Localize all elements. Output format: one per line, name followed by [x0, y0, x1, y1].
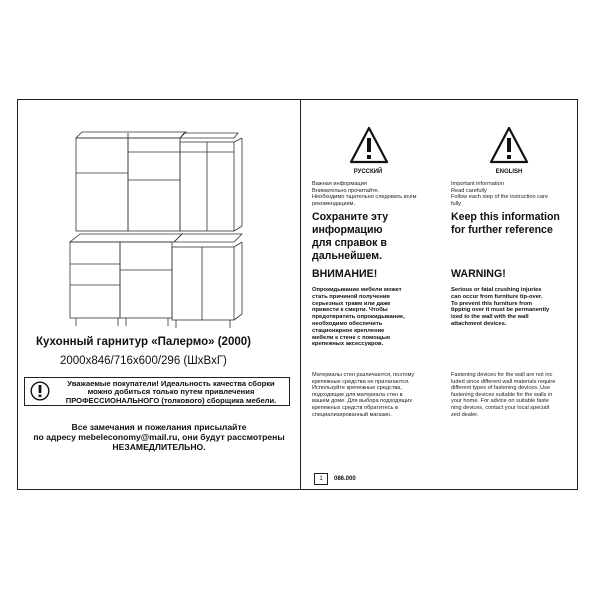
warning-icon-english [489, 126, 529, 166]
warning-icon-russian [349, 126, 389, 166]
notice-text: Уважаемые покупатели! Идеальность качества сборки можно добиться только путем привлечения ПРОФЕССИОНАЛЬНОГО (толкового) сборщика мебели. [65, 379, 277, 405]
page-number: 1 [314, 473, 328, 485]
contact-info: Все замечания и пожелания присылайте по адресу mebeleconomy@mail.ru, они будут рассмотрены НЕЗАМЕДЛИТЕЛЬНО. [33, 422, 285, 452]
intro-russian: Важная информация Внимательно прочитайте. Необходимо тщательно следовать всем рекомендациям. [312, 181, 417, 207]
warning-text-english: Serious or fatal crushing injuries can occur from furniture tip-over. To prevent this furniture from tipping over it must be permanently ixed to the wall with the wall attachment devices. [451, 287, 550, 327]
fold-line [300, 99, 301, 490]
assembly-notice [24, 377, 290, 406]
document-code: 086.000 [334, 476, 356, 482]
lang-label-english: ENGLISH [495, 169, 523, 175]
product-dimensions: 2000х846/716х600/296 (ШхВхГ) [60, 355, 227, 367]
intro-english: Important information Read carefully Follow each step of the instruction care fully [451, 181, 549, 207]
keep-info-russian: Сохраните эту информацию для справок в дальнейшем. [312, 211, 389, 262]
fastening-text-russian: Материалы стен различаются, поэтому крепежные средства не прилагаются. Используйте крепежные средства, подходящие для материала стен в вашем доме. Для выбора подходящих крепежных средств обратитесь в специализированный магазин. [312, 372, 415, 418]
warning-text-russian: Опрокидывание мебели может стать причиной получения серьезных травм или даже привести к смерти. Чтобы предотвратить опрокидывание, необходимо обеспечить стационарное крепление мебели к стене с помощью крепежных аксессуаров. [312, 287, 405, 348]
warning-title-russian: ВНИМАНИЕ! [312, 268, 378, 280]
product-title: Кухонный гарнитур «Палермо» (2000) [36, 336, 251, 348]
keep-info-english: Keep this information for further reference [451, 211, 560, 236]
kitchen-set-drawing [62, 130, 252, 330]
warning-title-english: WARNING! [451, 268, 506, 280]
fastening-text-english: Fastening devices for the wall are not inc luded since different wall materials require different types of fastening devices. Use fastening devices suitable for the walls in your home. For advice on suitable faste ning devices, contact your local specialt zed dealer. [451, 372, 556, 418]
warning-icon [30, 381, 50, 401]
lang-label-russian: РУССКИЙ [353, 169, 383, 175]
